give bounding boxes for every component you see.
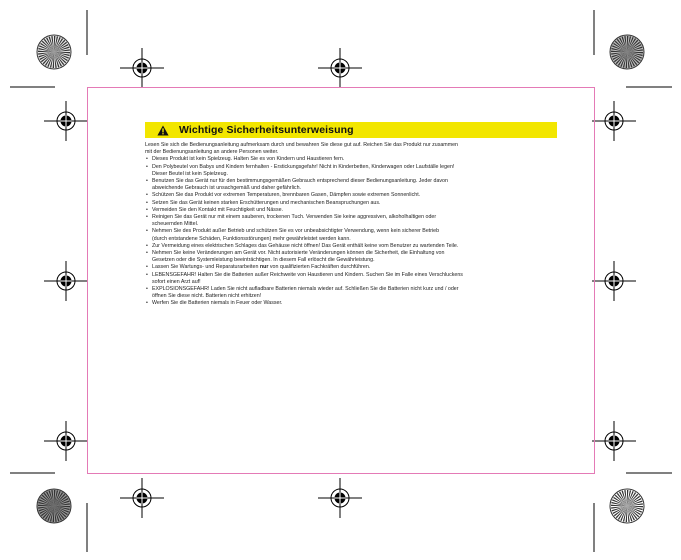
star-target-icon: [37, 489, 71, 523]
intro-line: Lesen Sie sich die Bedienungsanleitung aufmerksam durch und bewahren Sie diese gut auf. Reichen Sie das Produkt nur zusammen: [145, 142, 458, 148]
star-target-icon: [610, 489, 644, 523]
safety-item-line: (durch entstandene Schäden, Funktionsstörungen) mehr gewährleistet werden kann.: [152, 235, 351, 242]
intro-line: mit der Bedienungsanleitung an andere Personen weiter.: [145, 149, 279, 156]
star-target-icon: [610, 35, 644, 69]
safety-item-line: abweichende Gebrauch ist unsachgemäß und daher gefährlich.: [152, 185, 301, 192]
safety-item: [145, 272, 557, 286]
safety-section: [145, 122, 557, 308]
safety-item-line: Nehmen Sie keine Veränderungen am Gerät vor. Nicht autorisierte Veränderungen können die Sicherheit, die Einhaltung von: [152, 250, 445, 257]
safety-item: [145, 264, 557, 271]
safety-item-line: Nehmen Sie des Produkt außer Betrieb und schützen Sie es vor unbeabsichtigter Verwendung, wenn kein sicherer Betrieb: [152, 228, 440, 235]
safety-item: [145, 250, 557, 264]
safety-list: [145, 156, 557, 307]
safety-item-line: Werfen Sie die Batterien niemals in Feuer oder Wasser.: [152, 300, 283, 307]
registration-mark-icon: [120, 48, 164, 88]
registration-mark-icon: [592, 101, 636, 141]
safety-item-line: scheuernden Mittel.: [152, 221, 199, 228]
safety-item-line: Dieser Beutel ist kein Spielzeug.: [152, 170, 228, 177]
registration-mark-icon: [592, 261, 636, 301]
safety-item-line: Gesetzen oder die Systemleistung beeinträchtigen. In diesem Fall erlöscht die Gewährleistung.: [152, 257, 375, 264]
safety-item-line: Vermeiden Sie den Kontakt mit Feuchtigkeit und Nässe.: [152, 206, 284, 213]
safety-item-line: EXPLOSIONSGEFAHR! Laden Sie nicht aufladbare Batterien niemals wieder auf. Schließen Sie die Batterien nicht kurz und / oder: [152, 286, 459, 293]
safety-item: [145, 164, 557, 178]
heading-banner: [145, 122, 557, 138]
safety-item-line: Setzen Sie das Gerät keinen starken Erschütterungen und mechanischen Beanspruchungen aus.: [152, 199, 381, 206]
safety-item-line: LEBENSGEFAHR! Halten Sie die Batterien außer Reichweite von Haustieren und Kindern. Suchen Sie im Falle eines Verschluckens: [152, 271, 463, 278]
safety-item-line: Benutzen Sie das Gerät nur für den bestimmungsgemäßen Gebrauch entsprechend dieser Bedienungsanleitung. Jeder davon: [152, 178, 448, 185]
safety-item: [145, 178, 557, 192]
safety-item-line: öffnen Sie diese nicht. Batterien nicht erhitzen!: [152, 293, 262, 300]
star-target-icon: [37, 35, 71, 69]
registration-mark-icon: [318, 48, 362, 88]
safety-item: [145, 300, 557, 307]
safety-item-line: Schützen Sie das Produkt vor extremen Temperaturen, brennbaren Gasen, Dämpfen sowie extremen Sonnenlicht.: [152, 192, 421, 199]
intro-paragraph: [145, 142, 557, 156]
safety-item-line: sofort einen Arzt auf!: [152, 278, 201, 285]
safety-item-text: von qualifizierten Fachkräften durchführen.: [268, 264, 371, 271]
registration-mark-icon: [44, 101, 88, 141]
safety-item-line: Zur Vermeidung eines elektrischen Schlages das Gehäuse nicht öffnen! Das Gerät enthält keine vom Benutzer zu wartenden Teile.: [152, 242, 459, 249]
section-heading: Wichtige Sicherheitsunterweisung: [179, 124, 354, 136]
safety-item: [145, 200, 557, 207]
safety-item: [145, 214, 557, 228]
registration-mark-icon: [592, 421, 636, 461]
safety-item-line: Den Polybeutel von Babys und Kindern fernhalten - Erstickungsgefahr! Nicht in Kinderbetten, Kinderwagen oder Laufställe legen!: [152, 163, 455, 170]
registration-mark-icon: [44, 261, 88, 301]
warning-triangle-icon: [157, 125, 169, 136]
registration-mark-icon: [318, 478, 362, 518]
safety-item: [145, 286, 557, 300]
safety-item-line: Reinigen Sie das Gerät nur mit einem sauberen, trockenen Tuch. Verwenden Sie keine aggressiven, alkoholhaltigen oder: [152, 214, 437, 221]
registration-mark-icon: [120, 478, 164, 518]
safety-item: [145, 228, 557, 242]
safety-item: [145, 192, 557, 199]
safety-item: [145, 156, 557, 163]
safety-item-text: Lassen Sie Wartungs- und Reparaturarbeiten: [152, 264, 260, 271]
safety-item: [145, 207, 557, 214]
registration-mark-icon: [44, 421, 88, 461]
safety-item-line: Dieses Produkt ist kein Spielzeug. Halten Sie es von Kindern und Haustieren fern.: [152, 156, 345, 163]
safety-item: [145, 243, 557, 250]
emphasis: nur: [259, 264, 269, 271]
